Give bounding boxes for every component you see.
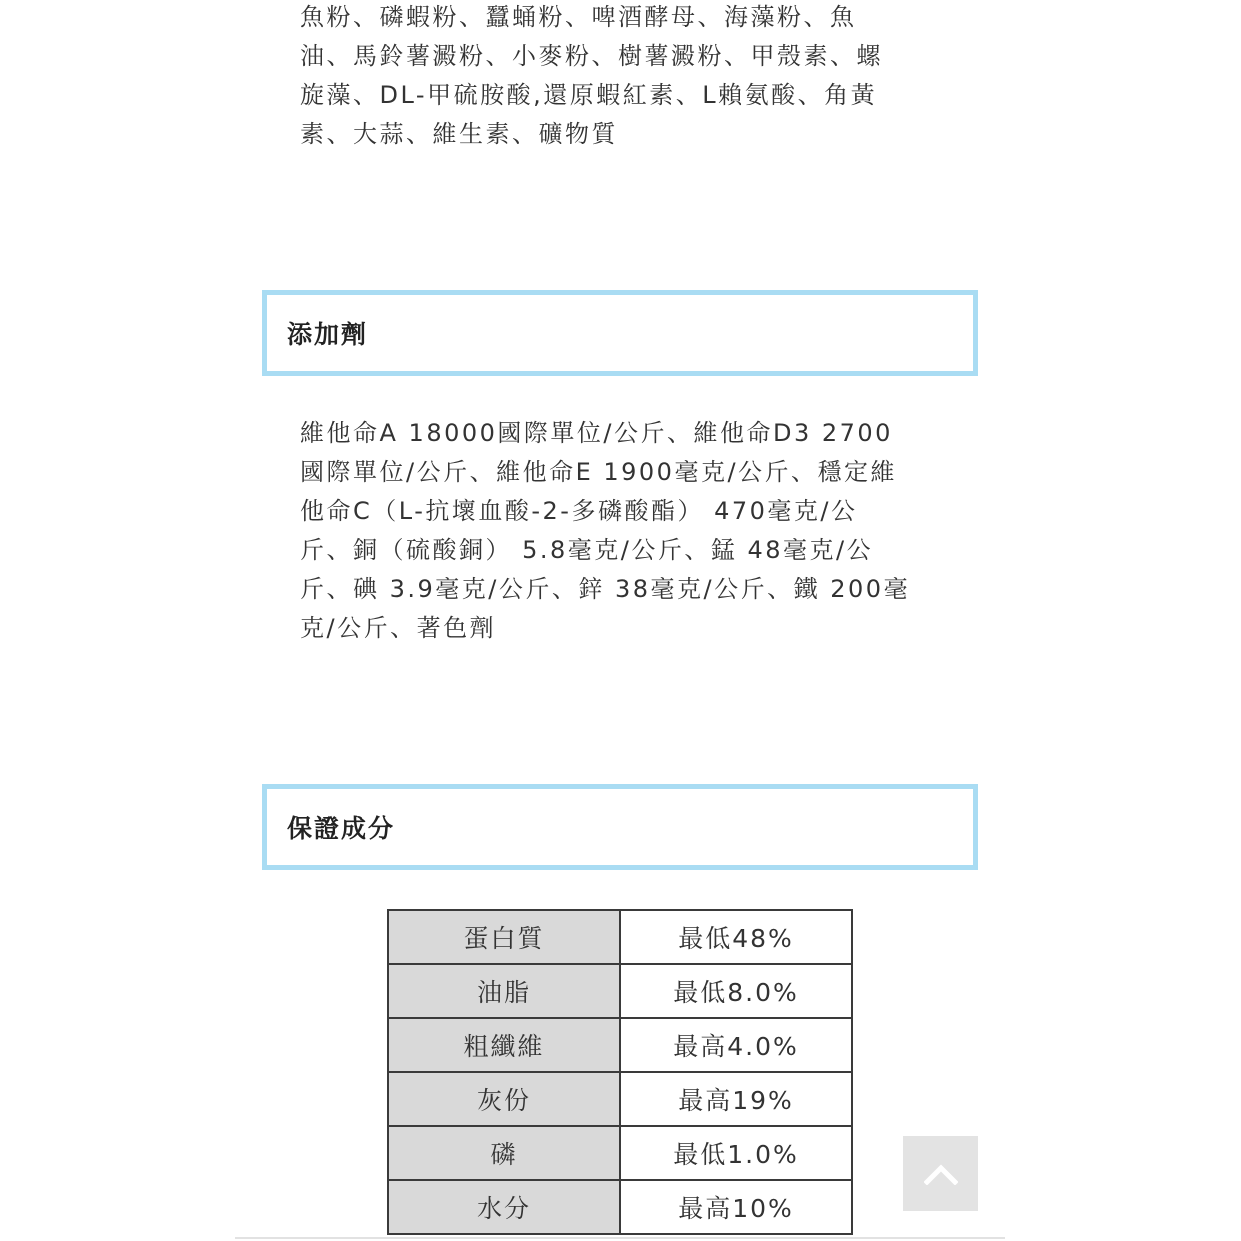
table-row bbox=[388, 1018, 852, 1072]
ingredients-line: 油、馬鈴薯澱粉、小麥粉、樹薯澱粉、甲殼素、螺 bbox=[300, 42, 883, 70]
nutrient-value-cell: 最低48% bbox=[620, 910, 852, 964]
ingredients-line: 旋藻、DL-甲硫胺酸,還原蝦紅素、L賴氨酸、角黃 bbox=[300, 81, 878, 109]
nutrient-name-cell: 油脂 bbox=[388, 964, 620, 1018]
nutrient-value-cell: 最高4.0% bbox=[620, 1018, 852, 1072]
guaranteed-analysis-title: 保證成分 bbox=[287, 814, 396, 843]
back-to-top-button[interactable] bbox=[903, 1136, 978, 1211]
additives-line: 克/公斤、著色劑 bbox=[300, 614, 497, 642]
guaranteed-analysis-section-header bbox=[262, 784, 978, 870]
additives-title: 添加劑 bbox=[287, 320, 369, 349]
nutrient-value-cell: 最低1.0% bbox=[620, 1126, 852, 1180]
ingredients-line: 魚粉、磷蝦粉、蠶蛹粉、啤酒酵母、海藻粉、魚 bbox=[300, 3, 857, 31]
additives-line: 國際單位/公斤、維他命E 1900毫克/公斤、穩定維 bbox=[300, 458, 898, 486]
table-row bbox=[388, 964, 852, 1018]
additives-line: 維他命A 18000國際單位/公斤、維他命D3 2700 bbox=[300, 419, 893, 447]
ingredients-line: 素、大蒜、維生素、礦物質 bbox=[300, 120, 618, 148]
nutrient-name-cell: 蛋白質 bbox=[388, 910, 620, 964]
additives-text bbox=[300, 414, 950, 648]
additives-section-header bbox=[262, 290, 978, 376]
table-row bbox=[388, 1180, 852, 1234]
nutrient-value-cell: 最高19% bbox=[620, 1072, 852, 1126]
table-row bbox=[388, 1072, 852, 1126]
nutrient-name-cell: 粗纖維 bbox=[388, 1018, 620, 1072]
ingredients-text bbox=[300, 0, 950, 154]
table-row bbox=[388, 1126, 852, 1180]
additives-line: 斤、銅（硫酸銅） 5.8毫克/公斤、錳 48毫克/公 bbox=[300, 536, 874, 564]
chevron-up-icon bbox=[924, 1163, 958, 1185]
guaranteed-analysis-table bbox=[387, 909, 853, 1235]
table-row bbox=[388, 910, 852, 964]
content-divider bbox=[235, 1237, 1005, 1239]
additives-line: 斤、碘 3.9毫克/公斤、鋅 38毫克/公斤、鐵 200毫 bbox=[300, 575, 911, 603]
nutrient-name-cell: 灰份 bbox=[388, 1072, 620, 1126]
nutrient-name-cell: 磷 bbox=[388, 1126, 620, 1180]
additives-line: 他命C（L-抗壞血酸-2-多磷酸酯） 470毫克/公 bbox=[300, 497, 858, 525]
nutrient-value-cell: 最低8.0% bbox=[620, 964, 852, 1018]
nutrient-value-cell: 最高10% bbox=[620, 1180, 852, 1234]
nutrient-name-cell: 水分 bbox=[388, 1180, 620, 1234]
